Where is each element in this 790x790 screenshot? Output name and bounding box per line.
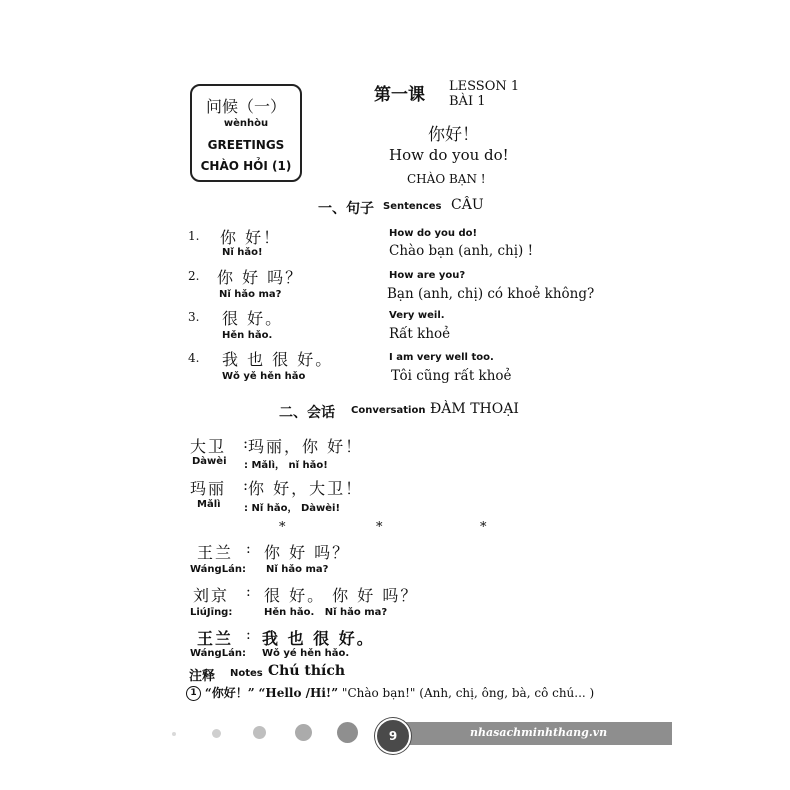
sentence-number: 4. — [188, 351, 200, 365]
sentence-pinyin: Wǒ yě hěn hǎo — [222, 371, 306, 382]
sentence-number: 2. — [188, 269, 200, 283]
speaker-zh: 大卫 — [190, 437, 227, 456]
sentence-vietnamese: Rất khoẻ — [389, 326, 451, 342]
sentence-pinyin: Nǐ hǎo ma? — [219, 289, 282, 300]
sentence-zh: 你 好！ — [220, 228, 282, 247]
dialogue-line-pinyin: Hěn hǎo. Nǐ hǎo ma? — [264, 607, 388, 618]
speaker-pinyin: Dàwèi — [192, 456, 227, 467]
note-number: 1 — [186, 686, 201, 701]
box-english: GREETINGS — [207, 138, 285, 152]
note-zh: “你好！” — [204, 686, 255, 700]
dialogue-line-zh: 你 好 吗？ — [264, 543, 351, 562]
sentence-zh: 我 也 很 好。 — [222, 350, 334, 369]
box-pinyin: wènhòu — [223, 118, 269, 129]
sentence-english: Very weil. — [389, 310, 445, 321]
speaker-pinyin: WángLán: — [190, 648, 246, 659]
speaker-zh: 玛丽 — [190, 479, 227, 498]
speaker-zh: 王兰 — [197, 543, 234, 562]
lesson-phrase-en: How do you do! — [389, 146, 509, 164]
decorative-dot — [337, 722, 358, 743]
sentence-zh: 你 好 吗？ — [217, 268, 304, 287]
dialogue-line-pinyin: Wǒ yé hěn hǎo. — [262, 648, 350, 659]
section1-heading-en: Sentences — [383, 201, 442, 212]
speaker-separator: : — [246, 584, 251, 600]
sentence-pinyin: Nǐ hǎo! — [222, 247, 263, 258]
sentence-zh: 很 好。 — [222, 309, 284, 328]
sentence-english: How are you? — [389, 270, 466, 281]
dialogue-line-pinyin: Nǐ hǎo ma? — [266, 564, 329, 575]
sentence-vietnamese: Tôi cũng rất khoẻ — [391, 368, 512, 384]
sentence-pinyin: Hěn hǎo. — [222, 330, 273, 341]
dialogue-line-zh: 很 好。 你 好 吗？ — [264, 586, 419, 605]
separator-star: * — [279, 520, 286, 535]
sentence-english: I am very well too. — [389, 352, 494, 363]
greetings-box — [190, 84, 302, 182]
speaker-zh: 王兰 — [197, 629, 234, 648]
box-title-zh: 问候（一） — [205, 97, 286, 116]
decorative-dot — [212, 729, 221, 738]
section1-heading-zh: 一、句子 — [318, 201, 374, 217]
note-vi: "Chào bạn!" (Anh, chị, ông, bà, cô chú... ) — [341, 686, 595, 700]
speaker-pinyin: WángLán: — [190, 564, 246, 575]
note-en: “Hello /Hi!” — [258, 686, 339, 700]
lesson-title-en: LESSON 1 — [449, 79, 520, 94]
speaker-separator: : — [246, 627, 251, 643]
sentence-number: 1. — [188, 229, 200, 243]
lesson-phrase-zh: 你好！ — [428, 125, 479, 145]
separator-star: * — [376, 520, 383, 535]
dialogue-line-zh: 我 也 很 好。 — [262, 629, 375, 648]
website-label: nhasachminhthang.vn — [470, 726, 608, 739]
sentence-vietnamese: Bạn (anh, chị) có khoẻ không? — [387, 286, 595, 302]
speaker-pinyin: LiúJīng: — [190, 607, 233, 618]
separator-star: * — [480, 520, 487, 535]
decorative-dot — [172, 732, 176, 736]
speaker-separator: : — [246, 541, 251, 557]
dialogue-line-pinyin: : Nǐ hǎo， Dàwèi! — [244, 503, 341, 514]
sentence-number: 3. — [188, 310, 200, 324]
notes-heading-vi: Chú thích — [268, 663, 346, 679]
notes-heading-en: Notes — [230, 668, 263, 679]
dialogue-line-pinyin: : Mǎlì， nǐ hǎo! — [244, 460, 328, 471]
note-item — [186, 684, 594, 701]
sentence-english: How do you do! — [389, 228, 478, 239]
lesson-phrase-vi: CHÀO BẠN ! — [407, 172, 486, 186]
box-vietnamese: CHÀO HỎI (1) — [200, 159, 292, 173]
dialogue-line-zh: 玛丽，你 好！ — [248, 437, 364, 456]
lesson-title-zh: 第一课 — [374, 85, 425, 105]
decorative-dot — [253, 726, 266, 739]
section2-heading-en: Conversation — [351, 405, 426, 416]
speaker-separator: : — [243, 476, 249, 494]
speaker-zh: 刘京 — [193, 586, 230, 605]
notes-heading-zh: 注释 — [189, 669, 216, 684]
section2-heading-vi: ĐÀM THOẠI — [430, 401, 519, 417]
decorative-dot — [295, 724, 312, 741]
sentence-vietnamese: Chào bạn (anh, chị) ! — [389, 243, 534, 259]
section1-heading-vi: CÂU — [451, 197, 484, 213]
lesson-title-vi: BÀI 1 — [449, 94, 486, 109]
speaker-pinyin: Mǎlì — [197, 499, 221, 510]
speaker-separator: : — [243, 434, 249, 452]
dialogue-line-zh: 你 好，大卫！ — [248, 479, 364, 498]
section2-heading-zh: 二、会话 — [279, 405, 335, 421]
page-number: 9 — [375, 718, 411, 754]
